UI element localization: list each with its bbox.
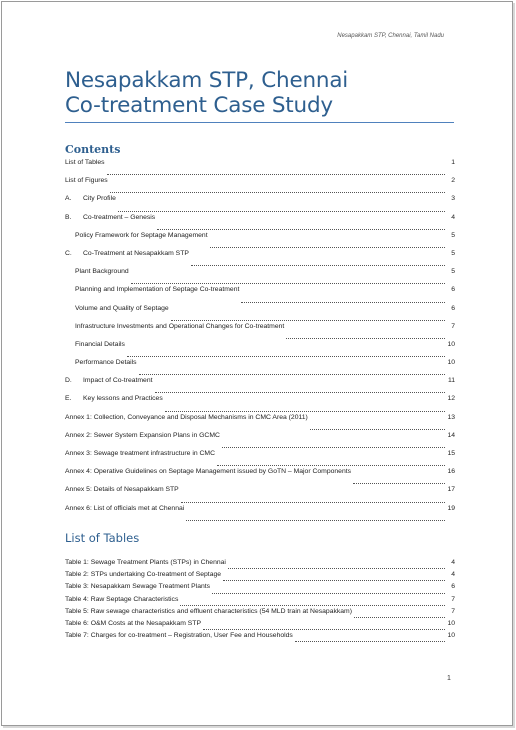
dot-leader — [139, 373, 445, 375]
dot-leader — [127, 355, 445, 357]
toc-entry-text: Annex 3: Sewage treatment infrastructure in CMC — [65, 450, 215, 457]
dot-leader — [186, 519, 445, 521]
dot-leader — [171, 319, 445, 321]
dot-leader — [354, 616, 445, 618]
toc-entry-text: Financial Details — [75, 340, 125, 348]
toc-entry-text: Impact of Co-treatment — [83, 377, 153, 385]
toc-entry-page: 4 — [451, 559, 455, 566]
toc-entry-page: 5 — [451, 249, 455, 257]
list-of-tables-heading: List of Tables — [65, 531, 140, 545]
toc-entry-text: Performance Details — [75, 359, 137, 367]
dot-leader — [110, 191, 445, 193]
toc-entry[interactable] — [65, 414, 455, 432]
contents-heading: Contents — [65, 143, 121, 156]
toc-entry-page: 7 — [451, 607, 455, 615]
toc-entry[interactable] — [65, 377, 455, 395]
toc-entry-page: 11 — [447, 377, 455, 385]
toc-entry[interactable] — [65, 341, 455, 359]
toc-entry[interactable] — [65, 195, 455, 213]
dot-leader — [222, 446, 445, 448]
toc-entry-text: Co-Treatment at Nesapakkam STP — [83, 249, 189, 257]
toc-entry[interactable] — [65, 359, 455, 377]
toc-entry-text: Table 1: Sewage Treatment Plants (STPs) in Chennai — [65, 559, 226, 566]
dot-leader — [165, 410, 445, 412]
toc-entry-page: 6 — [451, 583, 455, 591]
toc-entry[interactable] — [65, 450, 455, 468]
dot-leader — [228, 567, 445, 569]
toc-entry-page: 13 — [447, 413, 455, 421]
dot-leader — [191, 264, 445, 266]
toc-entry[interactable] — [65, 583, 455, 595]
toc-entry-text: Annex 2: Sewer System Expansion Plans in GCMC — [65, 431, 220, 439]
toc-entry-page: 5 — [451, 268, 455, 276]
toc-entry-text: Annex 4: Operative Guidelines on Septage Management issued by GoTN – Major Components — [65, 468, 352, 476]
dot-leader — [155, 391, 445, 393]
toc-entry[interactable] — [65, 596, 455, 608]
dot-leader — [131, 282, 445, 284]
toc-entry-page: 4 — [451, 213, 455, 221]
toc-entry-text: Annex 1: Collection, Conveyance and Disposal Mechanisms in CMC Area (2011) — [65, 413, 308, 421]
title-line-1: Nesapakkam STP, Chennai — [65, 68, 349, 93]
toc-entry-page: 1 — [451, 159, 455, 166]
toc-entry-text: Plant Background — [75, 268, 129, 276]
toc-entry-number: D. — [65, 377, 72, 385]
dot-leader — [310, 428, 445, 430]
page-number: 1 — [447, 675, 451, 682]
toc-entry-text: Table 7: Charges for co-treatment – Registration, User Fee and Households — [65, 632, 293, 640]
toc-entry[interactable] — [65, 232, 455, 250]
toc-entry-page: 7 — [451, 322, 455, 330]
toc-entry[interactable] — [65, 432, 455, 450]
toc-entry[interactable] — [65, 214, 455, 232]
toc-entry[interactable] — [65, 505, 455, 523]
toc-entry[interactable] — [65, 395, 455, 413]
toc-entry-text: Table 3: Nesapakkam Sewage Treatment Plants — [65, 583, 211, 591]
dot-leader — [181, 501, 445, 503]
dot-leader — [295, 640, 445, 642]
toc-entry-page: 16 — [447, 468, 455, 476]
list-of-tables — [65, 559, 455, 644]
toc-entry-text: Table 4: Raw Septage Characteristics — [65, 595, 179, 603]
dot-leader — [223, 579, 445, 581]
dot-leader — [241, 301, 445, 303]
toc-entry-text: Annex 5: Details of Nesapakkam STP — [65, 486, 179, 494]
toc-entry-page: 6 — [451, 286, 455, 294]
dot-leader — [353, 482, 445, 484]
toc-entry-page: 3 — [451, 195, 455, 203]
dot-leader — [107, 173, 445, 175]
toc-entry[interactable] — [65, 250, 455, 268]
toc-entry[interactable] — [65, 305, 455, 323]
toc-entry-number: A. — [65, 195, 72, 203]
toc-entry[interactable] — [65, 177, 455, 195]
toc-entry-text: Table 5: Raw sewage characteristics and effluent characteristics (54 MLD train at Nesapakkam) — [65, 607, 352, 615]
toc-entry-text: Volume and Quality of Septage — [75, 304, 169, 312]
toc-entry-page: 12 — [447, 395, 455, 403]
title-line-2: Co-treatment Case Study — [65, 93, 333, 118]
toc-entry[interactable] — [65, 620, 455, 632]
toc-entry-text: Key lessons and Practices — [83, 395, 163, 403]
dot-leader — [157, 228, 445, 230]
toc-entry-page: 10 — [447, 340, 455, 348]
toc-entry[interactable] — [65, 268, 455, 286]
dot-leader — [286, 337, 445, 339]
toc-entry-page: 19 — [447, 504, 455, 512]
toc-entry-number: C. — [65, 249, 72, 257]
table-of-contents — [65, 159, 455, 523]
toc-entry[interactable] — [65, 468, 455, 486]
dot-leader — [217, 464, 445, 466]
dot-leader — [203, 628, 445, 630]
dot-leader — [118, 210, 445, 212]
toc-entry[interactable] — [65, 323, 455, 341]
dot-leader — [180, 604, 445, 606]
toc-entry-text: Policy Framework for Septage Management — [75, 231, 208, 239]
toc-entry-page: 5 — [451, 231, 455, 239]
toc-entry-text: Table 6: O&M Costs at the Nesapakkam STP — [65, 619, 201, 627]
document-title — [65, 68, 455, 118]
running-head: Nesapakkam STP, Chennai, Tamil Nadu — [337, 33, 444, 39]
toc-entry-page: 6 — [451, 304, 455, 312]
toc-entry[interactable] — [65, 632, 455, 644]
toc-entry-page: 7 — [451, 595, 455, 603]
toc-entry-page: 10 — [447, 359, 455, 367]
toc-entry[interactable] — [65, 559, 455, 571]
toc-entry[interactable] — [65, 286, 455, 304]
toc-entry-text: List of Tables — [65, 159, 105, 166]
toc-entry-text: Planning and Implementation of Septage Co-treatment — [75, 286, 240, 294]
toc-entry-text: Infrastructure Investments and Operational Changes for Co-treatment — [75, 322, 285, 330]
toc-entry[interactable] — [65, 608, 455, 620]
toc-entry-text: Co-treatment – Genesis — [83, 213, 156, 221]
dot-leader — [212, 592, 445, 594]
toc-entry-text: List of Figures — [65, 177, 108, 185]
dot-leader — [210, 246, 445, 248]
toc-entry-text: Annex 6: List of officials met at Chennai — [65, 504, 185, 512]
toc-entry-text: City Profile — [83, 195, 116, 203]
toc-entry-page: 14 — [447, 431, 455, 439]
toc-entry-page: 4 — [451, 571, 455, 579]
toc-entry[interactable] — [65, 159, 455, 177]
toc-entry[interactable] — [65, 486, 455, 504]
toc-entry-text: Table 2: STPs undertaking Co-treatment of Septage — [65, 571, 222, 579]
toc-entry-number: B. — [65, 213, 72, 221]
toc-entry-page: 17 — [447, 486, 455, 494]
document-page — [1, 1, 513, 726]
toc-entry-number: E. — [65, 395, 72, 403]
toc-entry[interactable] — [65, 571, 455, 583]
title-rule — [65, 122, 454, 123]
toc-entry-page: 2 — [451, 177, 455, 185]
toc-entry-page: 15 — [447, 450, 455, 457]
toc-entry-page: 10 — [447, 619, 455, 627]
toc-entry-page: 10 — [447, 632, 455, 640]
